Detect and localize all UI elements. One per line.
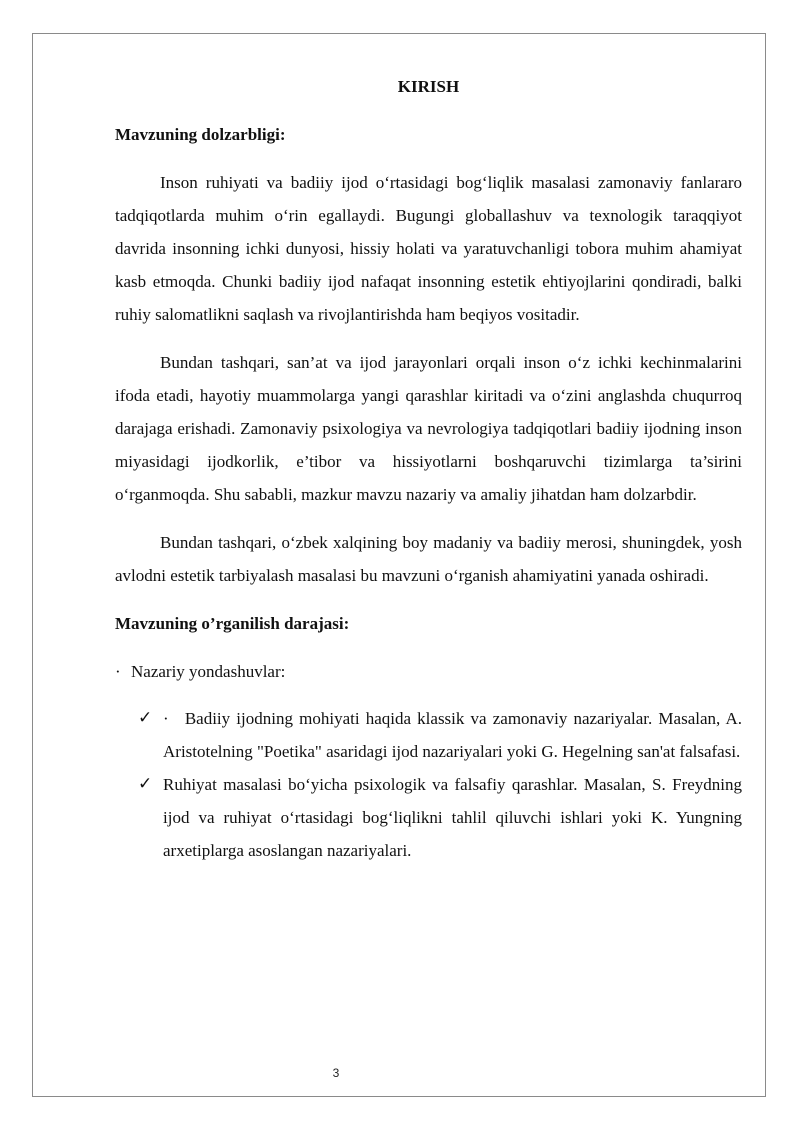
bullet-item — [115, 655, 742, 688]
document-body — [115, 70, 742, 867]
checkmark-icon: ✓ — [138, 708, 153, 728]
bullet-dot-icon: · — [163, 709, 169, 728]
check-list-item — [115, 702, 742, 768]
section-heading-relevance: Mavzuning dolzarbligi: — [115, 125, 286, 144]
section-heading-study-level: Mavzuning o’rganilish darajasi: — [115, 614, 350, 633]
checkmark-icon: ✓ — [138, 774, 153, 794]
check-item-text: Badiiy ijodning mohiyati haqida klassik va zamonaviy nazariyalar. Masalan, A. Aristotelning "Poetika" asaridagi ijod nazariyalari yoki G. Hegelning san'at falsafasi. — [163, 709, 743, 761]
page-number: 3 — [332, 1066, 340, 1080]
paragraph-2: Bundan tashqari, san’at va ijod jarayonlari orqali inson o‘z ichki kechinmalarini ifoda etadi, hayotiy muammolarga yangi qarashlar kiritadi va o‘zini anglashda chuqurroq darajaga erishadi. Zamonaviy psixologiya va nevrologiya tadqiqotlari badiiy ijodning inson miyasidagi ijodkorlik, e’tibor va hissiyotlarni boshqaruvchi tizimlarga ta’sirini o‘rganmoqda. Shu sababli, mazkur mavzu nazariy va amaliy jihatdan ham dolzarbdir. — [115, 353, 742, 504]
bullet-dot-icon: · — [115, 662, 121, 681]
check-list — [115, 702, 742, 867]
bullet-item-text: Nazariy yondashuvlar: — [131, 662, 286, 681]
paragraph-1: Inson ruhiyati va badiiy ijod o‘rtasidagi bog‘liqlik masalasi zamonaviy fanlararo tadqiqotlarda muhim o‘rin egallaydi. Bugungi globallashuv va texnologik taraqqiyot davrida insonning ichki dunyosi, hissiy holati va yaratuvchanligi tobora muhim ahamiyat kasb etmoqda. Chunki badiiy ijod nafaqat insonning estetik ehtiyojlarini qondiradi, balki ruhiy salomatlikni saqlash va rivojlantirishda ham beqiyos vositadir. — [115, 173, 742, 324]
check-item-text: Ruhiyat masalasi bo‘yicha psixologik va falsafiy qarashlar. Masalan, S. Freydning ijod va ruhiyat o‘rtasidagi bog‘liqlikni tahlil qiluvchi ishlari yoki K. Yungning arxetiplarga asoslangan nazariyalari. — [163, 775, 742, 860]
check-list-item — [115, 768, 742, 867]
paragraph-3: Bundan tashqari, o‘zbek xalqining boy madaniy va badiiy merosi, shuningdek, yosh avlodni estetik tarbiyalash masalasi bu mavzuni o‘rganish ahamiyatini yanada oshiradi. — [115, 533, 742, 585]
document-title: KIRISH — [397, 77, 460, 96]
